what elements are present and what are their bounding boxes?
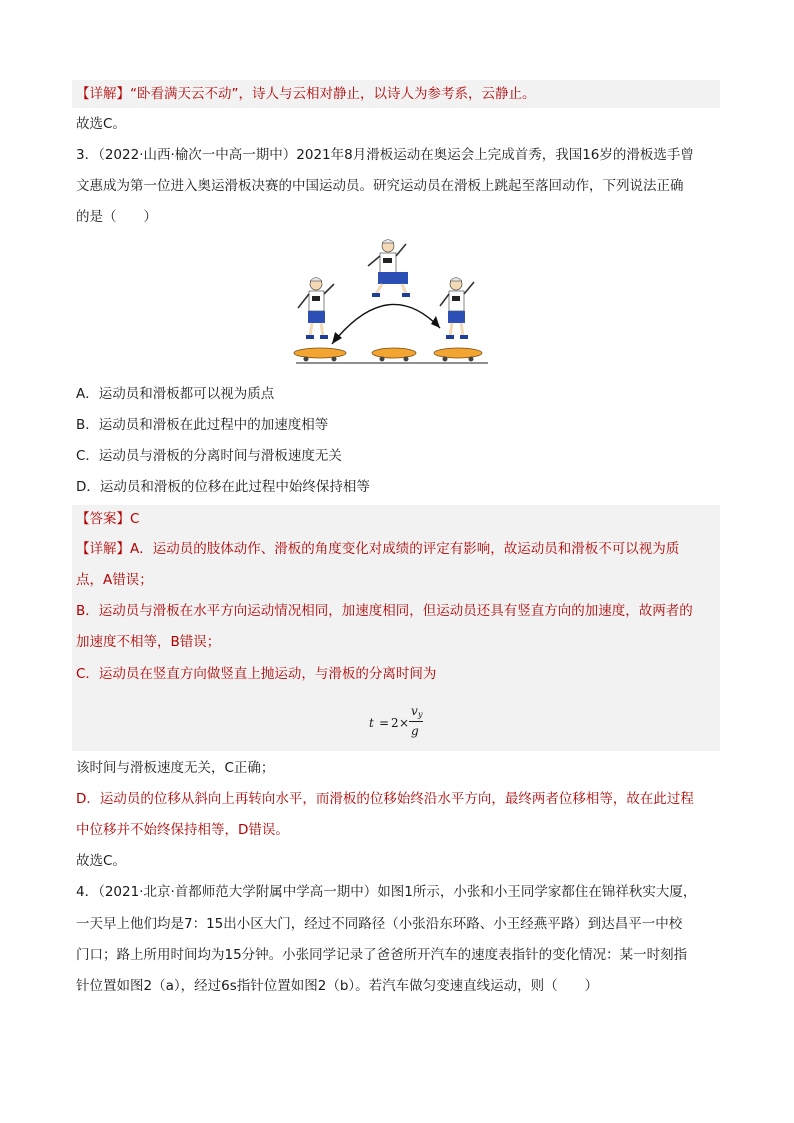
q2-detail-text: “卧看满天云不动”，诗人与云相对静止，以诗人为参考系，云静止。	[130, 86, 536, 102]
q3-detail-d2: 中位移并不始终保持相等，D错误。	[76, 822, 289, 838]
q4-line4: 针位置如图2（a），经过6s指针位置如图2（b）。若汽车做匀变速直线运动，则（ ）	[76, 978, 599, 994]
q3-detail-d1: D．运动员的位移从斜向上再转向水平，而滑板的位移始终沿水平方向，最终两者位移相等，故在此过程	[76, 791, 694, 807]
q3-detail-a1	[76, 539, 679, 559]
q3-answer-tag: 【答案】	[76, 511, 130, 527]
q3-answer-value: C	[130, 511, 140, 527]
q3-detail-b1: B．运动员与滑板在水平方向运动情况相同，加速度相同，但运动员还具有竖直方向的加速度，故两者的	[76, 603, 693, 619]
q3-detail-a2: 点，A错误；	[76, 572, 153, 588]
q3-detail-a1-text: A．运动员的肢体动作、滑板的角度变化对成绩的评定有影响，故运动员和滑板不可以视为质	[130, 541, 680, 557]
q3-detail-c2: 该时间与滑板速度无关，C正确；	[76, 760, 275, 776]
formula-fraction-bar	[409, 721, 423, 722]
q3-stem-line1: 3．（2022·山西·榆次一中高一期中）2021年8月滑板运动在奥运会上完成首秀，我国16岁的滑板选手曾	[76, 147, 694, 163]
q3-option-a: A．运动员和滑板都可以视为质点	[76, 386, 275, 402]
q2-detail-tag: 【详解】	[76, 86, 130, 102]
q4-line3: 门口；路上所用时间均为15分钟。小张同学记录了爸爸所开汽车的速度表指针的变化情况：某一时刻指	[76, 947, 688, 963]
separation-time-formula	[369, 704, 439, 740]
q3-answer	[76, 509, 139, 529]
q3-detail-tag: 【详解】	[76, 541, 130, 557]
q3-option-c: C．运动员与滑板的分离时间与滑板速度无关	[76, 448, 342, 464]
skateboard-jump-figure	[290, 236, 490, 368]
q2-detail	[76, 84, 536, 104]
q3-detail-b2: 加速度不相等，B错误；	[76, 634, 221, 650]
formula-denominator: g	[411, 724, 419, 738]
q3-stem-line3: 的是（ ）	[76, 209, 157, 225]
formula-equals: =	[379, 716, 390, 730]
formula-subscript: y	[418, 710, 423, 719]
skater-right	[440, 278, 474, 340]
q3-detail-c1: C．运动员在竖直方向做竖直上抛运动，与滑板的分离时间为	[76, 666, 437, 682]
q4-line2: 一天早上他们均是7：15出小区大门，经过不同路径（小张沿东环路、小王经燕平路）到达昌平一中校	[76, 916, 683, 932]
skateboard-middle	[372, 348, 416, 362]
q2-conclusion: 故选C。	[76, 116, 126, 132]
q3-option-d: D．运动员和滑板的位移在此过程中始终保持相等	[76, 479, 370, 495]
formula-times: ×	[399, 716, 410, 730]
skater-left	[298, 278, 334, 340]
skater-middle	[368, 240, 410, 298]
formula-numerator: v	[411, 704, 418, 718]
formula-two: 2	[391, 716, 399, 730]
q3-stem-line2: 文惠成为第一位进入奥运滑板决赛的中国运动员。研究运动员在滑板上跳起至落回动作，下列说法正确	[76, 178, 684, 194]
formula-t: t	[369, 716, 374, 730]
q3-conclusion: 故选C。	[76, 853, 126, 869]
q4-line1: 4．（2021·北京·首都师范大学附属中学高一期中）如图1所示，小张和小王同学家都住在锦祥秋实大厦，	[76, 884, 697, 900]
skateboard-left	[294, 348, 346, 362]
skateboard-right	[434, 348, 482, 362]
q3-option-b: B．运动员和滑板在此过程中的加速度相等	[76, 417, 329, 433]
